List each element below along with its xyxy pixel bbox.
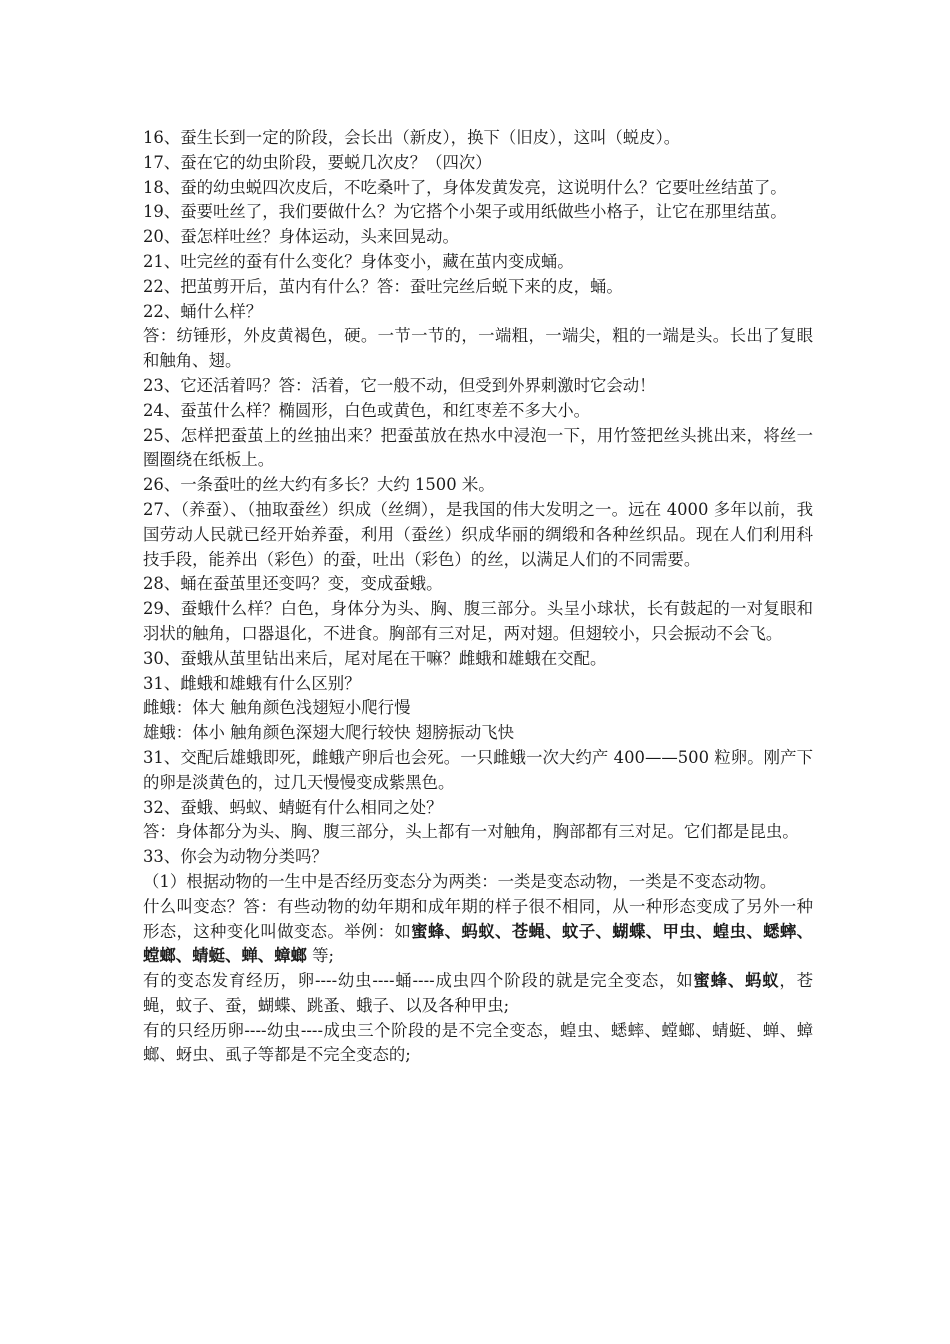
text-segment: 22、蛹什么样？ <box>143 301 263 321</box>
text-segment: 雄蛾：体小 触角颜色深翅大爬行较快 翅膀振动飞快 <box>143 723 515 743</box>
paragraph <box>143 275 813 300</box>
paragraph <box>143 572 813 597</box>
document-body <box>143 126 813 1068</box>
paragraph <box>143 176 813 201</box>
paragraph <box>143 151 813 176</box>
paragraph <box>143 721 813 746</box>
paragraph <box>143 1019 813 1069</box>
paragraph <box>143 672 813 697</box>
paragraph <box>143 870 813 895</box>
paragraph <box>143 126 813 151</box>
paragraph <box>143 473 813 498</box>
bold-text-segment: 蜜蜂、蚂蚁 <box>693 971 780 991</box>
paragraph <box>143 300 813 325</box>
text-segment: 19、蚕要吐丝了，我们要做什么？为它搭个小架子或用纸做些小格子，让它在那里结茧。 <box>143 202 787 222</box>
text-segment: 24、蚕茧什么样？椭圆形，白色或黄色，和红枣差不多大小。 <box>143 400 591 420</box>
text-segment: 17、蚕在它的幼虫阶段，要蜕几次皮？（四次） <box>143 152 492 172</box>
text-segment: 28、蛹在蚕茧里还变吗？变，变成蚕蛾。 <box>143 574 443 594</box>
text-segment: 等; <box>306 946 335 966</box>
text-segment: 16、蚕生长到一定的阶段，会长出（新皮），换下（旧皮），这叫（蜕皮）。 <box>143 128 681 147</box>
paragraph <box>143 374 813 399</box>
paragraph <box>143 845 813 870</box>
text-segment: 27、（养蚕）、（抽取蚕丝）织成（丝绸），是我国的伟大发明之一。远在 4000 多年以前，我国劳动人民就已经开始养蚕，利用（蚕丝）织成华丽的绸缎和各种丝织品。现在人们利用科技手段，能养出（彩色）的蚕，吐出（彩色）的丝，以满足人们的不同需要。 <box>143 499 813 569</box>
text-segment: 有的只经历卵----幼虫----成虫三个阶段的是不完全变态，蝗虫、蟋蟀、螳螂、蜻蜓、蝉、蟑螂、蚜虫、虱子等都是不完全变态的; <box>143 1020 813 1065</box>
paragraph <box>143 647 813 672</box>
text-segment: （1）根据动物的一生中是否经历变态分为两类：一类是变态动物，一类是不变态动物。 <box>143 871 777 891</box>
text-segment: 31、雌蛾和雄蛾有什么区别？ <box>143 673 361 693</box>
paragraph <box>143 250 813 275</box>
paragraph <box>143 895 813 969</box>
paragraph <box>143 969 813 1019</box>
paragraph <box>143 399 813 424</box>
paragraph <box>143 200 813 225</box>
text-segment: 有的变态发育经历，卵----幼虫----蛹----成虫四个阶段的就是完全变态，如 <box>143 971 694 991</box>
text-segment: ，苍蝇，蚊子、蚕，蝴蝶、跳蚤、蛾子、以及各种甲虫; <box>143 971 814 1015</box>
text-segment: 30、蚕蛾从茧里钻出来后，尾对尾在干嘛？雌蛾和雄蛾在交配。 <box>143 648 607 668</box>
paragraph <box>143 796 813 821</box>
text-segment: 25、怎样把蚕茧上的丝抽出来？把蚕茧放在热水中浸泡一下，用竹签把丝头挑出来，将丝一圈圈绕在纸板上。 <box>143 425 813 470</box>
paragraph <box>143 696 813 721</box>
text-segment: 答：身体都分为头、胸、腹三部分，头上都有一对触角，胸部都有三对足。它们都是昆虫。 <box>143 822 799 842</box>
paragraph <box>143 746 813 796</box>
paragraph <box>143 820 813 845</box>
text-segment: 雌蛾：体大 触角颜色浅翅短小爬行慢 <box>143 698 411 718</box>
paragraph <box>143 498 813 572</box>
text-segment: 33、你会为动物分类吗？ <box>143 847 328 867</box>
text-segment: 21、吐完丝的蚕有什么变化？身体变小，藏在茧内变成蛹。 <box>143 251 574 271</box>
bold-text-segment: 蜜蜂、蚂蚁、苍蝇、蚊子、蝴蝶、甲虫、蝗虫、蟋蟀、螳螂、蜻蜓、蝉、蟑螂 <box>143 921 814 966</box>
text-segment: 31、交配后雄蛾即死，雌蛾产卵后也会死。一只雌蛾一次大约产 400——500 粒卵。刚产下的卵是淡黄色的，过几天慢慢变成紫黑色。 <box>143 747 813 792</box>
text-segment: 什么叫变态？答：有些动物的幼年期和成年期的样子很不相同，从一种形态变成了另外一种形态，这种变化叫做变态。举例：如 <box>143 896 813 941</box>
text-segment: 23、它还活着吗？答：活着，它一般不动，但受到外界刺激时它会动！ <box>143 375 656 395</box>
paragraph <box>143 324 813 374</box>
paragraph <box>143 424 813 474</box>
text-segment: 答：纺锤形，外皮黄褐色，硬。一节一节的，一端粗，一端尖，粗的一端是头。长出了复眼和触角、翅。 <box>143 326 813 371</box>
text-segment: 32、蚕蛾、蚂蚁、蜻蜓有什么相同之处？ <box>143 797 443 817</box>
document-page <box>143 126 813 1068</box>
text-segment: 22、把茧剪开后，茧内有什么？答：蚕吐完丝后蜕下来的皮，蛹。 <box>143 276 623 296</box>
text-segment: 20、蚕怎样吐丝？身体运动，头来回晃动。 <box>143 227 459 247</box>
paragraph <box>143 225 813 250</box>
text-segment: 29、蚕蛾什么样？白色，身体分为头、胸、腹三部分。头呈小球状，长有鼓起的一对复眼和羽状的触角，口器退化，不进食。胸部有三对足，两对翅。但翅较小，只会振动不会飞。 <box>143 599 813 643</box>
text-segment: 26、一条蚕吐的丝大约有多长？大约 1500 米。 <box>143 475 495 495</box>
text-segment: 18、蚕的幼虫蜕四次皮后，不吃桑叶了，身体发黄发亮，这说明什么？它要吐丝结茧了。 <box>143 177 787 197</box>
paragraph <box>143 597 813 647</box>
